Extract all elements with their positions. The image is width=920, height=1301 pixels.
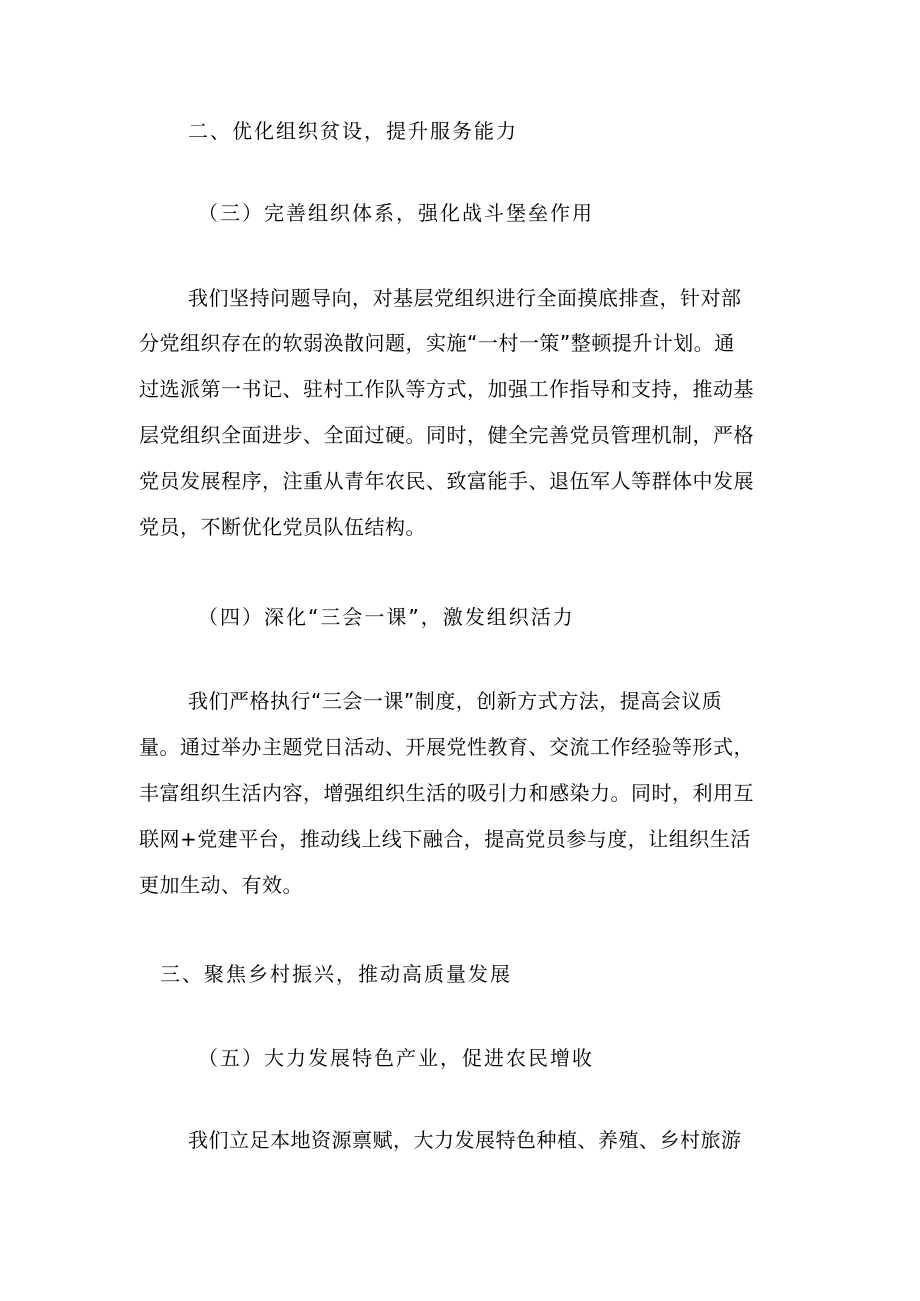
paragraph-2-line-4: 联网+党建平台，推动线上线下融合，提高党员参与度，让组织生活: [139, 827, 751, 851]
paragraph-1-line-5: 党员发展程序，注重从青年农民、致富能手、退伍军人等群体中发展: [139, 469, 754, 493]
paragraph-1-line-1: 我们坚持问题导向，对基层党组织进行全面摸底排查，针对部: [188, 286, 742, 310]
paragraph-2-line-3: 丰富组织生活内容，增强组织生活的吸引力和感染力。同时，利用互: [139, 781, 754, 805]
paragraph-1-line-3: 过选派第一书记、驻村工作队等方式，加强工作指导和支持，推动基: [139, 377, 754, 401]
paragraph-1-line-2: 分党组织存在的软弱涣散问题，实施“一村一策”整顿提升计划。通: [139, 331, 735, 355]
paragraph-2-line-1: 我们严格执行“三会一课”制度，创新方式方法，提高会议质: [188, 689, 723, 713]
subheading-5: （五）大力发展特色产业，促进农民增收: [198, 1046, 594, 1070]
subheading-4: （四）深化“三会一课”，激发组织活力: [198, 605, 575, 629]
paragraph-2-line-5: 更加生动、有效。: [139, 873, 303, 897]
paragraph-3-line-1: 我们立足本地资源禀赋，大力发展特色种植、养殖、乡村旅游: [188, 1128, 742, 1152]
paragraph-1-line-4: 层党组织全面进步、全面过硬。同时，健全完善党员管理机制，严格: [139, 423, 754, 447]
subheading-3: （三）完善组织体系，强化战斗堡垒作用: [198, 201, 594, 225]
section-heading-2: 二、优化组织贫设，提升服务能力: [188, 119, 518, 143]
paragraph-2-line-2: 量。通过举办主题党日活动、开展党性教育、交流工作经验等形式，: [139, 735, 754, 759]
paragraph-1-line-6: 党员，不断优化党员队伍结构。: [139, 515, 426, 539]
section-heading-3: 三、聚焦乡村振兴，推动高质量发展: [160, 962, 512, 986]
